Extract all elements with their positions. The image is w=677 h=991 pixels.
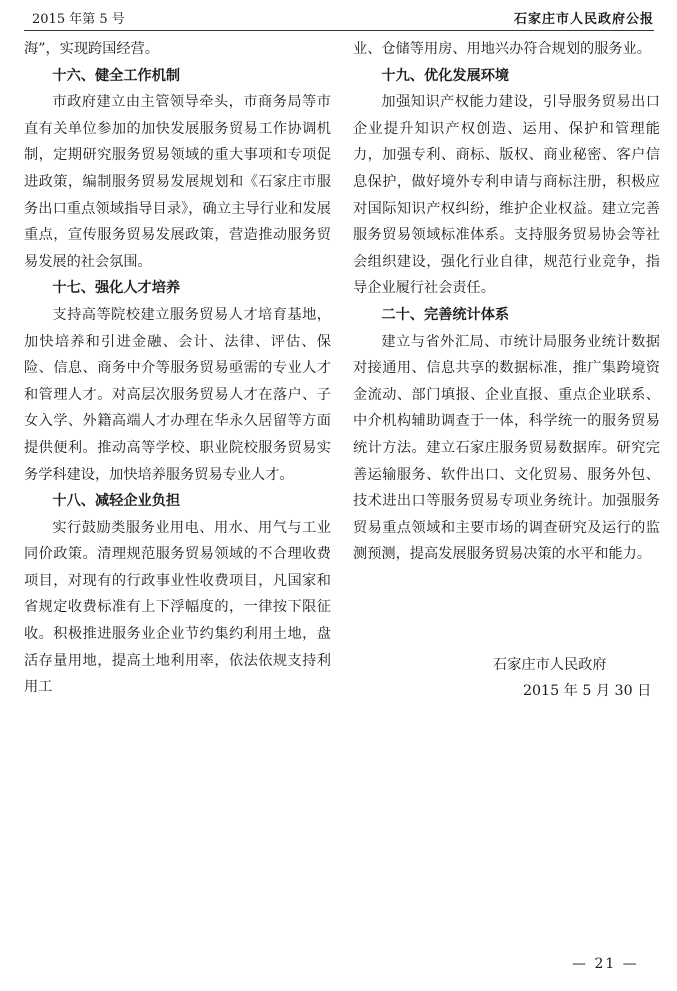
section-heading-16: 十六、健全工作机制: [52, 67, 181, 84]
signature-org: 石家庄市人民政府: [493, 657, 607, 673]
section-heading-18: 十八、减轻企业负担: [52, 493, 181, 510]
section-heading-19: 十九、优化发展环境: [381, 67, 510, 84]
paragraph: 海”，实现跨国经营。: [24, 41, 159, 57]
publication-title: 石家庄市人民政府公报: [513, 12, 654, 27]
paragraph: 建立与省外汇局、市统计局服务业统计数据对接通用、信息共享的数据标准，推广集跨境资金流动、部门填报、企业直报、重点企业联系、中介机构辅助调查于一体，科学统一的服务贸易统计方法。建立石家庄服务贸易数据库。研究完善运输服务、软件出口、文化贸易、服务外包、技术进出口等服务贸易专项业务统计。加强服务贸易重点领域和主要市场的调查研究及运行的监测预测，提高发展服务贸易决策的水平和能力。: [353, 333, 660, 563]
signature-date: 2015 年 5 月 30 日: [523, 683, 652, 699]
page-number: — 21 —: [572, 956, 639, 972]
left-column: [24, 36, 331, 701]
section-heading-17: 十七、强化人才培养: [52, 280, 181, 297]
paragraph: 支持高等院校建立服务贸易人才培育基地，加快培养和引进金融、会计、法律、评估、保险、信息、商务中介等服务贸易亟需的专业人才和管理人才。对高层次服务贸易人才在落户、子女入学、外籍高端人才办理在华永久居留等方面提供便利。推动高等学校、职业院校服务贸易实务学科建设，加快培养服务贸易专业人才。: [24, 306, 331, 483]
paragraph: 加强知识产权能力建设，引导服务贸易出口企业提升知识产权创造、运用、保护和管理能力，加强专利、商标、版权、商业秘密、客户信息保护，做好境外专利申请与商标注册，积极应对国际知识产权纠纷，维护企业权益。建立完善服务贸易领域标准体系。支持服务贸易协会等社会组织建设，强化行业自律，规范行业竞争，指导企业履行社会责任。: [353, 94, 660, 297]
paragraph: 业、仓储等用房、用地兴办符合规划的服务业。: [353, 41, 651, 57]
page-header: [24, 6, 654, 31]
section-heading-20: 二十、完善统计体系: [381, 306, 510, 323]
right-column: [353, 36, 660, 568]
paragraph: 实行鼓励类服务业用电、用水、用气与工业同价政策。清理规范服务贸易领域的不合理收费项目，对现有的行政事业性收费项目，凡国家和省规定收费标准有上下浮幅度的，一律按下限征收。积极推进服务业企业节约集约利用土地，盘活存量用地，提高土地利用率，依法依规支持利用工: [24, 519, 331, 696]
issue-label: 2015 年第 5 号: [32, 12, 125, 27]
paragraph: 市政府建立由主管领导牵头，市商务局等市直有关单位参加的加快发展服务贸易工作协调机制，定期研究服务贸易领域的重大事项和专项促进政策，编制服务贸易发展规划和《石家庄市服务出口重点领域指导目录》，确立主导行业和发展重点，宣传服务贸易发展政策，营造推动服务贸易发展的社会氛围。: [24, 94, 331, 270]
